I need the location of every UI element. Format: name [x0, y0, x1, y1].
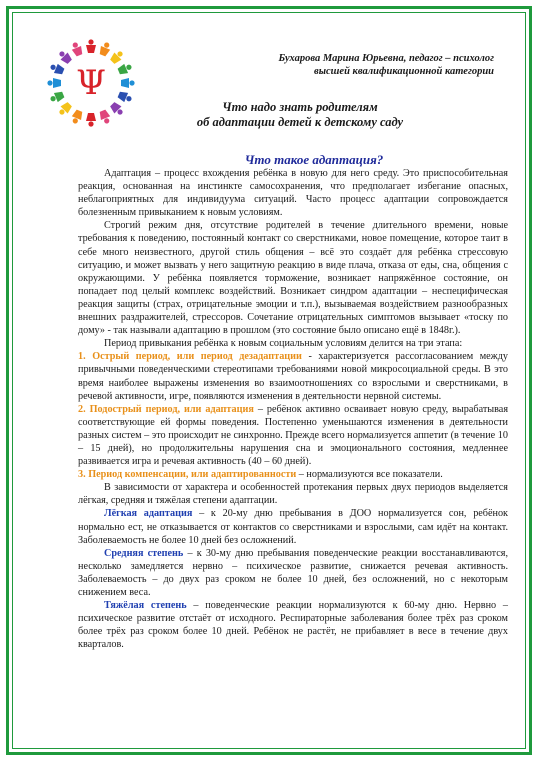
title-line-2: об адаптации детей к детскому саду: [196, 115, 404, 129]
psi-children-circle-icon: [40, 36, 142, 128]
child-figure: [57, 101, 74, 118]
psi-symbol: Ψ: [76, 63, 106, 103]
child-figure: [86, 113, 96, 127]
degree-light-text: – к 20-му дню пребывания в ДОО нормализуется сон, ребёнок нормально ест, не отказывается от контактов со сверстниками и взрослыми, сам идёт на контакт. Заболеваемость не более 10 дней без осложнений.: [78, 508, 509, 546]
stage-3-text: – нормализуются все показатели.: [296, 469, 443, 481]
child-figure: [117, 62, 133, 76]
degree-medium: [78, 547, 508, 599]
degree-heavy: [78, 599, 508, 651]
child-figure: [121, 78, 135, 88]
child-figure: [70, 41, 84, 57]
child-figure: [47, 78, 61, 88]
child-figure: [109, 101, 126, 118]
author-qualification: высшей квалификационной категории: [314, 66, 494, 77]
paragraph-stress: Строгий режим дня, отсутствие родителей в течение длительного времени, новые требования к поведению, постоянный контакт со сверстниками, новое помещение, которое таит в себе много неизвестного, другой стиль общения – всё это создаёт для ребёнка стрессовую ситуацию, и может вызвать у него защитную реакцию в виде плача, отказа от еды, сна, общения с окружающими. У ребёнка появляется торможение, возникает напряжённое состояние, он попадает под целый комплекс воздействий. Возникает синдром адаптации – неспецифическая реакция защиты (страх, отрицательные эмоции и т.п.), вызываемая воздействием разнообразных внешних раздражителей, стрессоров. Сочетание отрицательных симптомов вызывает «тоску по дому» - так называли адаптацию в прошлом (это состояние было описано ещё в 1848г.).: [78, 220, 508, 337]
degree-heavy-heading: Тяжёлая степень: [104, 600, 187, 612]
page-title: [150, 100, 450, 130]
child-figure: [57, 49, 74, 66]
stage-2: [78, 403, 508, 468]
degree-medium-text: – к 30-му дню пребывания поведенческие реакции восстанавливаются, несколько замедляется нервно – психическое развитие, снижается речевая активность. Заболеваемость – до двух раз сроком не более 10 дней, без осложнений, но с некоторым снижением веса.: [78, 547, 508, 598]
stage-3: [78, 468, 508, 481]
degree-light-heading: Лёгкая адаптация: [104, 508, 193, 520]
paragraph-definition: Адаптация – процесс вхождения ребёнка в новую для него среду. Это приспособительная реакция, основанная на инстинкте самосохранения, что предполагает избегание опасных, неблагоприятных для индивидуума ситуаций. Часто процесс адаптации сопровождается болезненным привыканием к новым условиям.: [78, 168, 508, 219]
author-block: [278, 52, 494, 78]
paragraph-degrees: В зависимости от характера и особенностей протекания первых двух периодов выделяется лёгкая, средняя и тяжёлая степени адаптации.: [78, 482, 508, 507]
stage-1: [78, 350, 508, 402]
article-body: [78, 167, 508, 651]
section-heading: Что такое адаптация?: [244, 152, 384, 167]
title-line-1: Что надо знать родителям: [222, 100, 378, 114]
stage-3-heading: 3. Период компенсации, или адаптированности: [78, 469, 297, 481]
degree-medium-heading: Средняя степень: [104, 547, 184, 559]
child-figure: [117, 90, 133, 104]
child-figure: [49, 90, 65, 104]
stage-1-text: - характеризуется рассогласованием между привычными поведенческими стереотипами требованиями новой микросоциальной среды. В это время наиболее выражены изменения во взаимоотношениях со взрослыми и сверстниками, в речевой активности, игре, появляются изменения в деятельности нервной системы.: [78, 351, 508, 402]
stage-2-text: – ребёнок активно осваивает новую среду, вырабатывая соответствующие ей формы поведения. Постепенно уменьшаются изменения в деятельности разных систем – это происходит не синхронно. Прежде всего нормализуется аппетит (в течение 10 – 15 дней), но продолжительны нарушения сна и эмоционального состояния, медленнее развивается игра и речевая активность (40 – 60 дней).: [78, 403, 509, 468]
author-name: Бухарова Марина Юрьевна, педагог – психолог: [278, 53, 494, 64]
child-figure: [70, 109, 84, 125]
paragraph-stages-intro: Период привыкания ребёнка к новым социальным условиям делится на три этапа:: [104, 338, 463, 350]
child-figure: [49, 62, 65, 76]
child-figure: [86, 39, 96, 53]
child-figure: [98, 41, 112, 57]
child-figure: [98, 109, 112, 125]
degree-light: [78, 507, 508, 546]
stage-2-heading: 2. Подострый период, или адаптация: [78, 403, 254, 415]
stage-1-heading: 1. Острый период, или период дезадаптации: [78, 351, 302, 363]
child-figure: [109, 49, 126, 66]
degree-heavy-text: – поведенческие реакции нормализуются к 60-му дню. Нервно – психическое развитие отстаёт от исходного. Респираторные заболевания более трёх раз сроком более трёх раз сроком более 10 дней. Ребёнок не растёт, не прибавляет в весе в течение двух кварталов.: [78, 600, 509, 651]
